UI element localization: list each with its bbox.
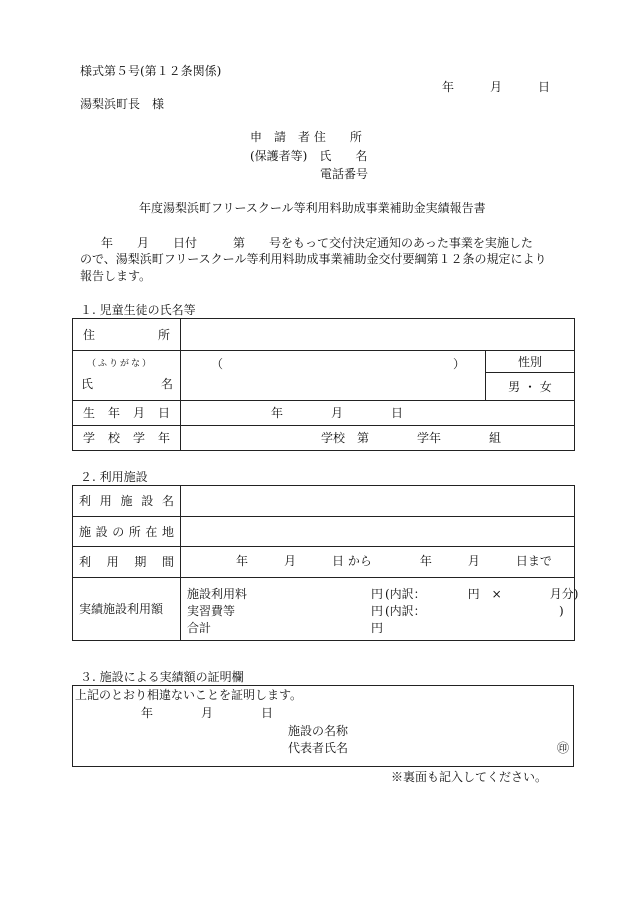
certifier-rep-label: 代表者氏名: [288, 741, 349, 755]
body-line-3: 報告します。: [80, 269, 152, 283]
fee-item-facility: 施設利用料: [187, 587, 248, 601]
applicant-name-label: (保護者等) 氏 名: [250, 149, 368, 163]
facility-location-label: 施設の所在地: [73, 517, 181, 547]
furigana-paren-open: （: [211, 357, 224, 371]
certification-statement: 上記のとおり相違ないことを証明します。: [75, 688, 303, 702]
section3-heading: ３. 施設による実績額の証明欄: [80, 670, 244, 684]
name-label-2: 名: [161, 377, 174, 391]
actual-amount-label: 実績施設利用額: [73, 578, 181, 641]
birthdate-label: 生年月日: [73, 401, 181, 426]
name-field[interactable]: [181, 351, 486, 401]
header-date: 年 月 日: [442, 80, 551, 94]
period-value: 年 月 日 から 年 月 日まで: [236, 554, 552, 568]
period-field[interactable]: [181, 547, 575, 578]
applicant-address-label: 申 請 者 住 所: [250, 130, 362, 144]
facility-location-field[interactable]: [181, 517, 575, 547]
gender-options[interactable]: 男 ・ 女: [486, 373, 575, 401]
facility-table: [72, 485, 579, 641]
fee-item-practical: 実習費等: [187, 604, 236, 618]
document-title: 年度湯梨浜町フリースクール等利用料助成事業補助金実績報告書: [139, 201, 486, 215]
gender-header: 性別: [486, 351, 575, 373]
applicant-phone-label: 電話番号: [320, 167, 369, 181]
actual-amount-field[interactable]: [181, 578, 579, 641]
facility-name-label: 利用施設名: [73, 486, 181, 517]
certifier-facility-name-label: 施設の名称: [288, 724, 349, 738]
fee-unit-facility: 円: [371, 587, 384, 601]
fee-item-total: 合計: [187, 621, 212, 635]
section2-heading: ２. 利用施設: [80, 470, 148, 484]
furigana-paren-close: ）: [453, 357, 466, 371]
address-label: 住所: [73, 319, 181, 351]
body-line-2: ので、湯梨浜町フリースクール等利用料助成事業補助金交付要綱第１２条の規定により: [80, 252, 547, 266]
form-number: 様式第５号(第１２条関係): [80, 64, 222, 78]
school-field[interactable]: [181, 426, 575, 451]
furigana-label: （ふりがな）: [87, 359, 154, 369]
fee-unit-practical: 円: [371, 604, 384, 618]
school-value: 学校 第 学年 組: [321, 431, 502, 445]
name-label-1: 氏: [81, 377, 94, 391]
student-table: [72, 318, 575, 451]
facility-name-field[interactable]: [181, 486, 575, 517]
footer-note: ※裏面も記入してください。: [391, 770, 548, 784]
fee-breakdown-close: ): [559, 604, 564, 618]
school-label: 学校学年: [73, 426, 181, 451]
addressee: 湯梨浜町長 様: [80, 97, 165, 111]
fee-breakdown-practical: (内訳：: [385, 604, 426, 618]
period-label: 利用期間: [73, 547, 181, 578]
certification-date: 年 月 日: [141, 706, 274, 720]
birthdate-field[interactable]: [181, 401, 575, 426]
body-line-1: 年 月 日付 第 号をもって交付決定通知のあった事業を実施した: [101, 236, 533, 250]
fee-unit-total: 円: [371, 621, 384, 635]
birthdate-value: 年 月 日: [271, 406, 404, 420]
section1-heading: １. 児童生徒の氏名等: [80, 303, 196, 317]
seal-mark: ㊞: [557, 741, 570, 755]
certification-box[interactable]: [72, 685, 574, 767]
address-field[interactable]: [181, 319, 575, 351]
fee-breakdown-facility: (内訳： 円 × 月分): [385, 587, 579, 601]
name-label-cell: [73, 351, 181, 401]
